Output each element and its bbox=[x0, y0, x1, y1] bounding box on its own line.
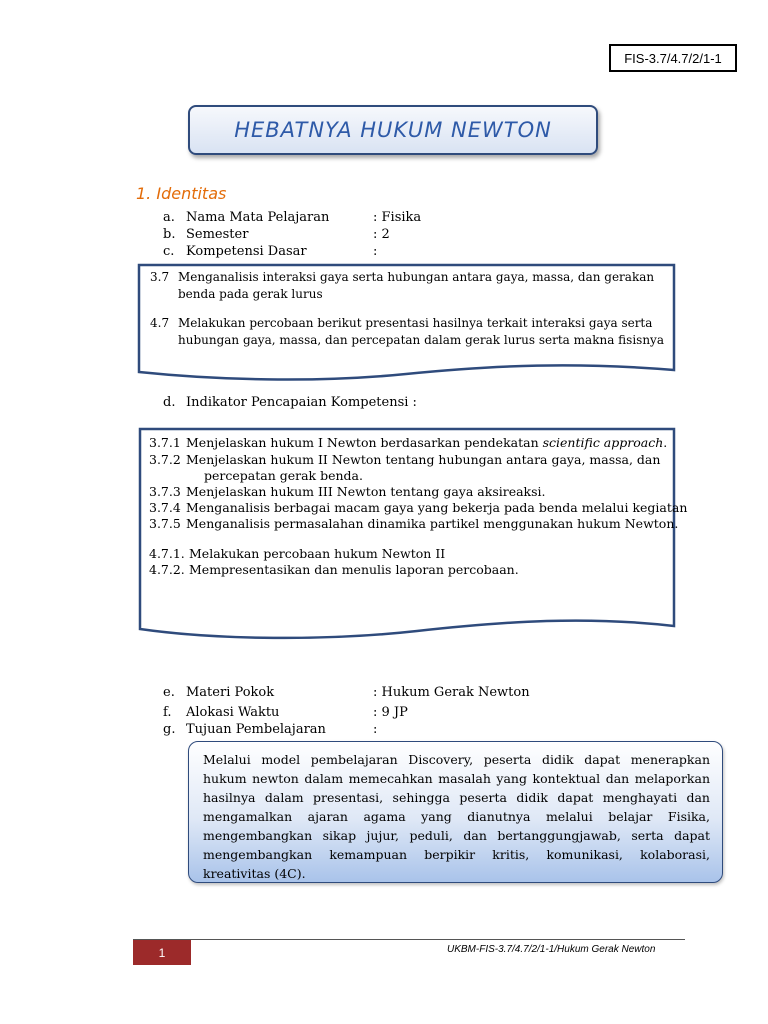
identity-label: Semester bbox=[186, 227, 249, 242]
indikator-text: Menganalisis berbagai macam gaya yang bekerja pada benda melalui kegiatan bbox=[186, 500, 688, 515]
page-title: HEBATNYA HUKUM NEWTON bbox=[188, 105, 598, 155]
identity-key: d. bbox=[163, 395, 176, 410]
identity-key: f. bbox=[163, 705, 172, 720]
indikator-number: 3.7.1 bbox=[149, 435, 181, 450]
indikator-text: Mempresentasikan dan menulis laporan percobaan. bbox=[189, 562, 519, 577]
indikator-number: 4.7.2. bbox=[149, 562, 185, 577]
kd-text: Melakukan percobaan berikut presentasi hasilnya terkait interaksi gaya serta bbox=[178, 316, 653, 330]
document-code: FIS-3.7/4.7/2/1-1 bbox=[609, 44, 737, 72]
identity-value: : bbox=[373, 722, 378, 737]
indikator-number: 3.7.5 bbox=[149, 516, 181, 531]
section-heading-identitas: 1. Identitas bbox=[136, 184, 227, 203]
indikator-text: Menjelaskan hukum III Newton tentang gaya aksireaksi. bbox=[186, 484, 546, 499]
kd-text: Menganalisis interaksi gaya serta hubungan antara gaya, massa, dan gerakan bbox=[178, 270, 655, 284]
indikator-number: 3.7.4 bbox=[149, 500, 181, 515]
identity-value: : 9 JP bbox=[373, 705, 408, 720]
identity-key: e. bbox=[163, 685, 175, 700]
indikator-text: Menjelaskan hukum I Newton berdasarkan pendekatan scientific approach. bbox=[186, 435, 668, 450]
indikator-box bbox=[149, 434, 688, 577]
indikator-number: 3.7.3 bbox=[149, 484, 181, 499]
identity-label: Kompetensi Dasar bbox=[186, 244, 307, 259]
indikator-text: Menganalisis permasalahan dinamika partikel menggunakan hukum Newton. bbox=[186, 516, 679, 531]
kd-number: 4.7 bbox=[150, 316, 170, 330]
indikator-text: Melakukan percobaan hukum Newton II bbox=[189, 546, 446, 561]
identity-key: c. bbox=[163, 244, 175, 259]
identity-label: Materi Pokok bbox=[186, 685, 275, 700]
footer-divider bbox=[133, 939, 685, 940]
footer-text: UKBM-FIS-3.7/4.7/2/1-1/Hukum Gerak Newton bbox=[447, 944, 656, 955]
identity-value: : Hukum Gerak Newton bbox=[373, 685, 530, 700]
tujuan-box: Melalui model pembelajaran Discovery, peserta didik dapat menerapkan hukum newton dalam memecahkan masalah yang kontektual dan melaporkan hasilnya dalam presentasi, sehingga peserta didik dapat menghayati dan mengamalkan ajaran agama yang dianutnya melalui belajar Fisika, mengembangkan sikap jujur, peduli, dan bertanggungjawab, serta dapat mengembangkan kemampuan berpikir kritis, komunikasi, kolaborasi, kreativitas (4C). bbox=[188, 741, 723, 883]
indikator-text: percepatan gerak benda. bbox=[204, 468, 363, 483]
kd-number: 3.7 bbox=[150, 270, 170, 284]
identity-label: Tujuan Pembelajaran bbox=[186, 722, 326, 737]
identity-label: Alokasi Waktu bbox=[186, 705, 280, 720]
identity-key: a. bbox=[163, 210, 175, 225]
identity-key: g. bbox=[163, 722, 176, 737]
identity-value: : bbox=[373, 244, 378, 259]
identity-label: Indikator Pencapaian Kompetensi : bbox=[186, 395, 417, 410]
identity-value: : Fisika bbox=[373, 210, 422, 225]
page-number: 1 bbox=[133, 940, 191, 965]
indikator-text: Menjelaskan hukum II Newton tentang hubungan antara gaya, massa, dan bbox=[186, 452, 661, 467]
identity-label: Nama Mata Pelajaran bbox=[186, 210, 330, 225]
kd-box bbox=[150, 269, 670, 349]
indikator-number: 4.7.1. bbox=[149, 546, 185, 561]
kd-text: hubungan gaya, massa, dan percepatan dalam gerak lurus serta makna fisisnya bbox=[178, 333, 664, 347]
indikator-number: 3.7.2 bbox=[149, 452, 181, 467]
identity-value: : 2 bbox=[373, 227, 390, 242]
kd-text: benda pada gerak lurus bbox=[178, 287, 323, 301]
identity-key: b. bbox=[163, 227, 176, 242]
